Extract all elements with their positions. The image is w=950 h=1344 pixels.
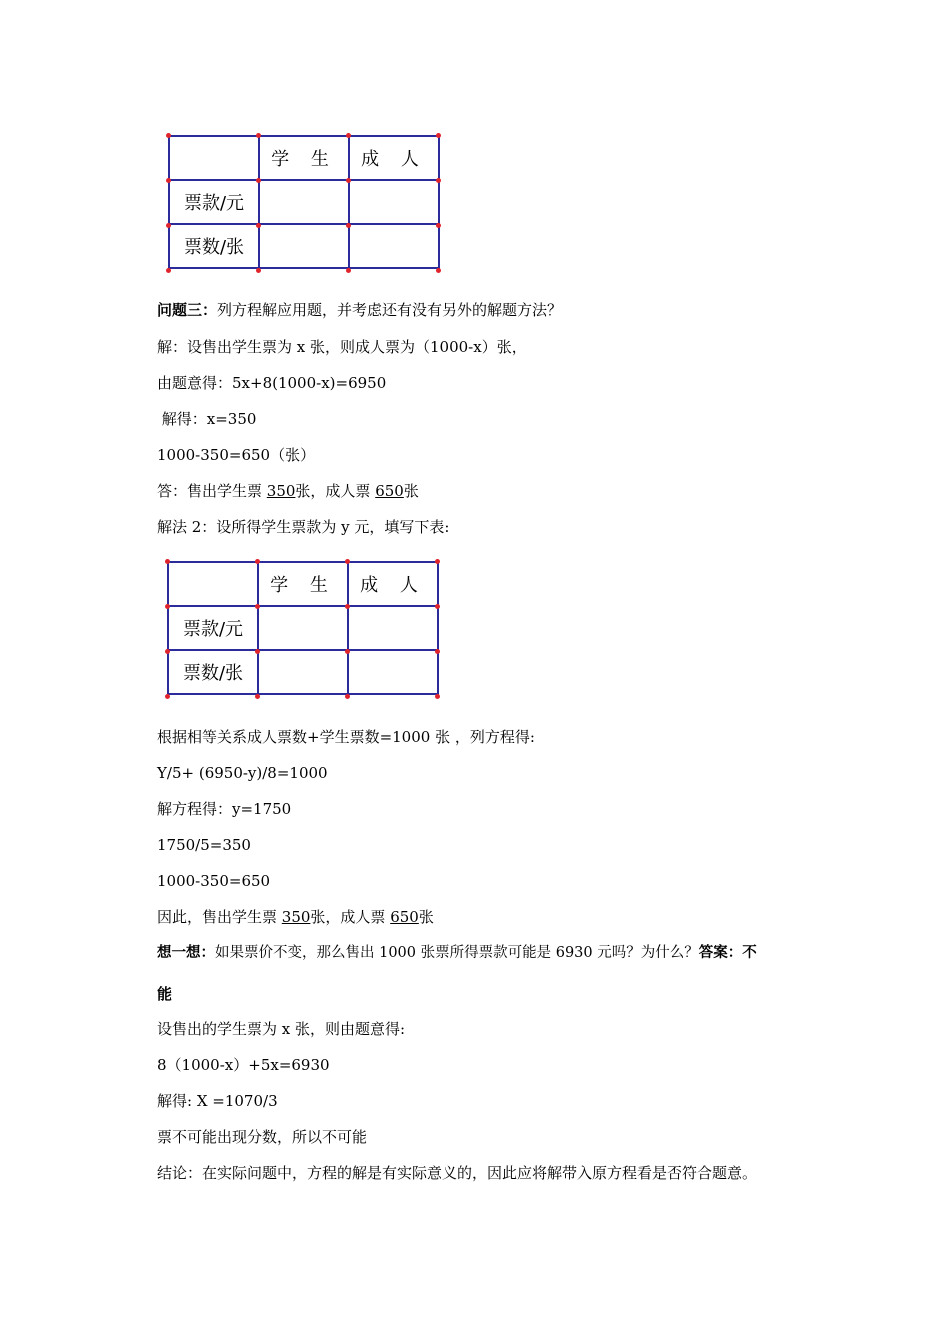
solution-1-line-4: 1000-350=650（张） (157, 446, 316, 464)
think-line-3: 解得: X =1070/3 (157, 1092, 278, 1110)
header-adult: 成 人 (348, 562, 438, 606)
cell-amount-adult (348, 606, 438, 650)
table-corner-cell (168, 562, 258, 606)
answer-adult-count: 650 (390, 908, 419, 926)
answer-middle: 张，成人票 (310, 908, 391, 926)
row-label-count: 票数/张 (168, 650, 258, 694)
table-header-row (169, 136, 439, 180)
header-student: 学 生 (258, 562, 348, 606)
cell-count-adult (349, 224, 439, 268)
cell-amount-adult (349, 180, 439, 224)
solution-2-line-2: Y/5+ (6950-y)/8=1000 (157, 764, 328, 782)
table-row (168, 606, 438, 650)
think-title: 想一想： (157, 944, 215, 961)
row-label-amount: 票款/元 (169, 180, 259, 224)
row-label-amount: 票款/元 (168, 606, 258, 650)
think-line-1: 设售出的学生票为 x 张，则由题意得: (157, 1020, 406, 1038)
header-adult: 成 人 (349, 136, 439, 180)
solution-1-line-2: 由题意得：5x+8(1000-x)=6950 (157, 374, 387, 392)
conclusion: 结论：在实际问题中，方程的解是有实际意义的，因此应将解带入原方程看是否符合题意。 (157, 1164, 758, 1182)
table-corner-cell (169, 136, 259, 180)
think-answer-continued: 能 (157, 985, 173, 1003)
table-row (169, 180, 439, 224)
solution-2-line-5: 1000-350=650 (157, 872, 271, 890)
think-answer-label: 答案：不 (698, 944, 757, 961)
header-student: 学 生 (259, 136, 349, 180)
ticket-table-1 (168, 135, 440, 269)
ticket-table-2 (167, 561, 439, 695)
solution-2-line-4: 1750/5=350 (157, 836, 251, 854)
cell-count-student (258, 650, 348, 694)
think-line-2: 8（1000-x）+5x=6930 (157, 1056, 330, 1074)
think-question (157, 943, 757, 963)
answer-suffix: 张 (403, 482, 419, 500)
table-row (169, 224, 439, 268)
solution-2-answer (157, 907, 434, 927)
cell-count-student (259, 224, 349, 268)
row-label-count: 票数/张 (169, 224, 259, 268)
cell-amount-student (259, 180, 349, 224)
think-text: 如果票价不变，那么售出 1000 张票所得票款可能是 6930 元吗？为什么？ (215, 945, 699, 961)
answer-prefix: 因此，售出学生票 (157, 908, 282, 926)
cell-count-adult (348, 650, 438, 694)
cell-amount-student (258, 606, 348, 650)
table-header-row (168, 562, 438, 606)
problem-three-title: 问题三： (157, 301, 218, 319)
solution-1-line-1: 解：设售出学生票为 x 张，则成人票为（1000-x）张， (157, 338, 527, 356)
answer-student-count: 350 (266, 482, 296, 500)
solution-2-line-1: 根据相等关系成人票数+学生票数=1000 张 ，列方程得: (157, 728, 535, 746)
problem-three (157, 300, 562, 320)
answer-adult-count: 650 (375, 482, 404, 500)
table-row (168, 650, 438, 694)
solution-2-intro: 解法 2：设所得学生票款为 y 元，填写下表: (157, 518, 450, 536)
answer-student-count: 350 (281, 908, 311, 926)
solution-1-answer (157, 481, 419, 501)
answer-suffix: 张 (418, 908, 434, 926)
problem-three-text: 列方程解应用题，并考虑还有没有另外的解题方法？ (217, 301, 563, 319)
think-line-4: 票不可能出现分数，所以不可能 (157, 1128, 368, 1146)
solution-2-line-3: 解方程得：y=1750 (157, 800, 292, 818)
solution-1-line-3: 解得：x=350 (157, 410, 257, 428)
answer-middle: 张，成人票 (295, 482, 376, 500)
answer-prefix: 答：售出学生票 (157, 482, 267, 500)
